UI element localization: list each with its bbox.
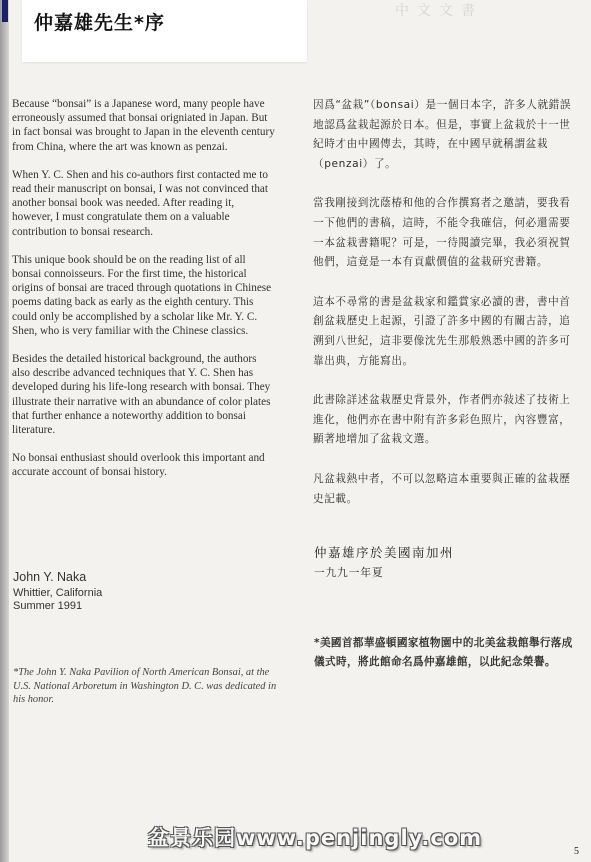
page-title: 仲嘉雄先生*序 (34, 12, 165, 34)
chinese-paragraph: 這本不尋常的書是盆栽家和鑑賞家必讀的書，書中首創盆栽歷史上起源，引證了許多中國的有關古詩，追溯到八世紀，這非要像沈先生那般熟悉中國的許多可靠出典，方能寫出。 (313, 295, 571, 367)
section-tab-marker (2, 0, 8, 22)
site-watermark: 盆景乐园www.penjingly.com (148, 826, 483, 850)
english-footnote: *The John Y. Naka Pavilion of North American Bonsai, at the U.S. National Arboretum in Washington D. C. was dedicated in his honor. (13, 667, 277, 705)
chinese-paragraph: 凡盆栽熱中者，不可以忽略這本重要與正確的盆栽歷史記載。 (313, 472, 571, 505)
english-paragraph: When Y. C. Shen and his co-authors first contacted me to read their manuscript on bonsai, I was not convinced that another bonsai book was needed. After reading it, however, I must congratulate them on a valuable contribution to bonsai research. (12, 168, 269, 238)
signature-date: Summer 1991 (13, 600, 83, 612)
english-column (12, 97, 276, 494)
chinese-paragraph: 當我剛接到沈蔭椿和他的合作撰寫者之邀請，要我看一下他們的書稿，這時，不能令我確信，何必還需要一本盆栽書籍呢？可是，一待閱讀完畢，我必須祝賀他們，這竟是一本有貢獻價值的盆栽研究書籍。 (313, 197, 571, 269)
english-paragraph: This unique book should be on the reading list of all bonsai connoisseurs. For the first time, the historical origins of bonsai are traced through quotations in Chinese poems dating back as early as the eighth century. This could only be accomplished by a scholar like Mr. Y. C. Shen, who is very familiar with the Chinese classics. (12, 253, 272, 337)
english-signature (13, 570, 273, 613)
binding-edge (0, 0, 9, 862)
chinese-column (313, 96, 581, 529)
chinese-footnote: *美國首都華盛頓國家植物園中的北美盆栽館舉行落成儀式時，將此館命名爲仲嘉雄館，以此紀念榮譽。 (314, 637, 573, 668)
signature-place: Whittier, California (13, 587, 103, 599)
english-paragraph: No bonsai enthusiast should overlook this important and accurate account of bonsai history. (12, 452, 265, 479)
page-number: 5 (574, 846, 579, 857)
ghost-header-text: 中文文書 (395, 3, 483, 19)
signature-name: John Y. Naka (13, 570, 87, 584)
english-paragraph: Because “bonsai” is a Japanese word, many people have erroneously assumed that bonsai origniated in Japan. But in fact bonsai was brought to Japan in the eleventh century from China, where the art was known as penzai. (12, 98, 275, 153)
chinese-paragraph: 因爲“盆栽”（bonsai）是一個日本字，許多人就錯誤地認爲盆栽起源於日本。但是，事實上盆栽於十一世紀時才由中國傳去，其時，在中國早就稱謂盆栽（penzai）了。 (313, 99, 572, 170)
chinese-signature-line: 仲嘉雄序於美國南加州 (314, 545, 455, 560)
chinese-paragraph: 此書除詳述盆栽歷史背景外，作者們亦敍述了技術上進化，他們亦在書中附有許多彩色照片，內容豐富，顯著地增加了盆栽文選。 (313, 394, 571, 446)
english-paragraph: Besides the detailed historical background, the authors also describe advanced techniques that Y. C. Shen has developed during his life-long research with bonsai. They illustrate their narrative with an abundance of color plates that further enhance a noteworthy addition to bonsai literature. (12, 353, 271, 437)
chinese-signature-date: 一九九一年夏 (314, 567, 384, 579)
chinese-signature (314, 543, 574, 580)
